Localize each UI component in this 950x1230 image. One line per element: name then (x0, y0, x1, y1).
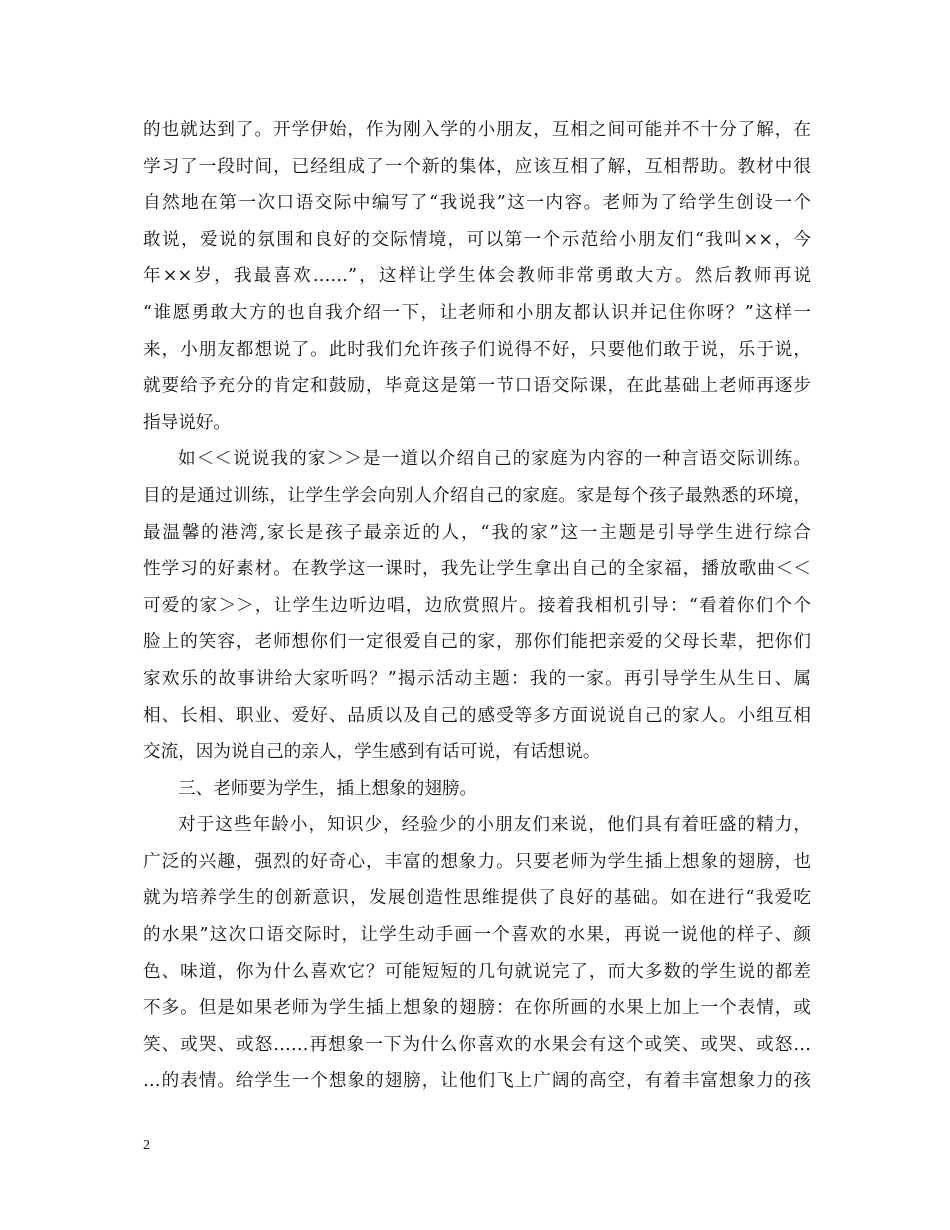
text-line: 笑、或哭、或怒……再想象一下为什么你喜欢的水果会有这个或笑、或哭、或怒… (143, 1034, 811, 1055)
text-line: 学习了一段时间，已经组成了一个新的集体，应该互相了解，互相帮助。教材中很 (143, 156, 811, 177)
text-line: “谁愿勇敢大方的也自我介绍一下，让老师和小朋友都认识并记住你呀？”这样一 (143, 302, 811, 323)
text-line: 色、味道，你为什么喜欢它？可能短短的几句就说完了，而大多数的学生说的都差 (143, 961, 811, 982)
text-line: 相、长相、职业、爱好、品质以及自己的感受等多方面说说自己的家人。小组互相 (143, 705, 811, 726)
text-line: 就为培养学生的创新意识，发展创造性思维提供了良好的基础。如在进行“我爱吃 (143, 888, 811, 909)
text-line: …的表情。给学生一个想象的翅膀，让他们飞上广阔的高空，有着丰富想象力的孩 (143, 1071, 811, 1092)
text-line: 对于这些年龄小，知识少，经验少的小朋友们来说，他们具有着旺盛的精力， (178, 815, 811, 836)
text-line: 目的是通过训练，让学生学会向别人介绍自己的家庭。家是每个孩子最熟悉的环境， (143, 485, 811, 506)
text-line: 家欢乐的故事讲给大家听吗？”揭示活动主题：我的一家。再引导学生从生日、属 (143, 668, 811, 689)
paragraph-3 (143, 807, 811, 1100)
text-line: 性学习的好素材。在教学这一课时，我先让学生拿出自己的全家福，播放歌曲＜＜ (143, 559, 811, 580)
text-line: 广泛的兴趣，强烈的好奇心，丰富的想象力。只要老师为学生插上想象的翅膀，也 (143, 851, 811, 872)
text-line: 自然地在第一次口语交际中编写了“我说我”这一内容。老师为了给学生创设一个 (143, 193, 811, 214)
text-line: 如＜＜说说我的家＞＞是一道以介绍自己的家庭为内容的一种言语交际训练。 (178, 449, 811, 470)
text-line: 指导说好。 (143, 412, 231, 433)
text-line: 最温馨的港湾,家长是孩子最亲近的人，“我的家”这一主题是引导学生进行综合 (143, 522, 811, 543)
text-line: 敢说，爱说的氛围和良好的交际情境，可以第一个示范给小朋友们“我叫××，今 (143, 229, 811, 250)
text-line: 来，小朋友都想说了。此时我们允许孩子们说得不好，只要他们敢于说，乐于说， (143, 339, 811, 360)
text-line: 就要给予充分的肯定和鼓励，毕竟这是第一节口语交际课，在此基础上老师再逐步 (143, 376, 811, 397)
text-line: 交流，因为说自己的亲人，学生感到有话可说，有话想说。 (143, 742, 601, 763)
text-line: 年××岁，我最喜欢……”，这样让学生体会教师非常勇敢大方。然后教师再说 (143, 266, 811, 287)
section-heading (143, 771, 811, 808)
text-line: 三、老师要为学生，插上想象的翅膀。 (178, 778, 478, 799)
page-number: 2 (143, 1138, 150, 1153)
text-line: 的也就达到了。开学伊始，作为刚入学的小朋友，互相之间可能并不十分了解，在 (143, 120, 811, 140)
text-line: 不多。但是如果老师为学生插上想象的翅膀：在你所画的水果上加上一个表情，或 (143, 998, 811, 1019)
paragraph-1 (143, 112, 811, 441)
paragraph-2 (143, 441, 811, 770)
document-body (143, 112, 811, 1100)
text-line: 脸上的笑容，老师想你们一定很爱自己的家，那你们能把亲爱的父母长辈，把你们 (143, 632, 811, 653)
text-line: 的水果”这次口语交际时，让学生动手画一个喜欢的水果，再说一说他的样子、颜 (143, 925, 811, 946)
text-line: 可爱的家＞＞，让学生边听边唱，边欣赏照片。接着我相机引导：“看着你们个个 (143, 595, 811, 616)
